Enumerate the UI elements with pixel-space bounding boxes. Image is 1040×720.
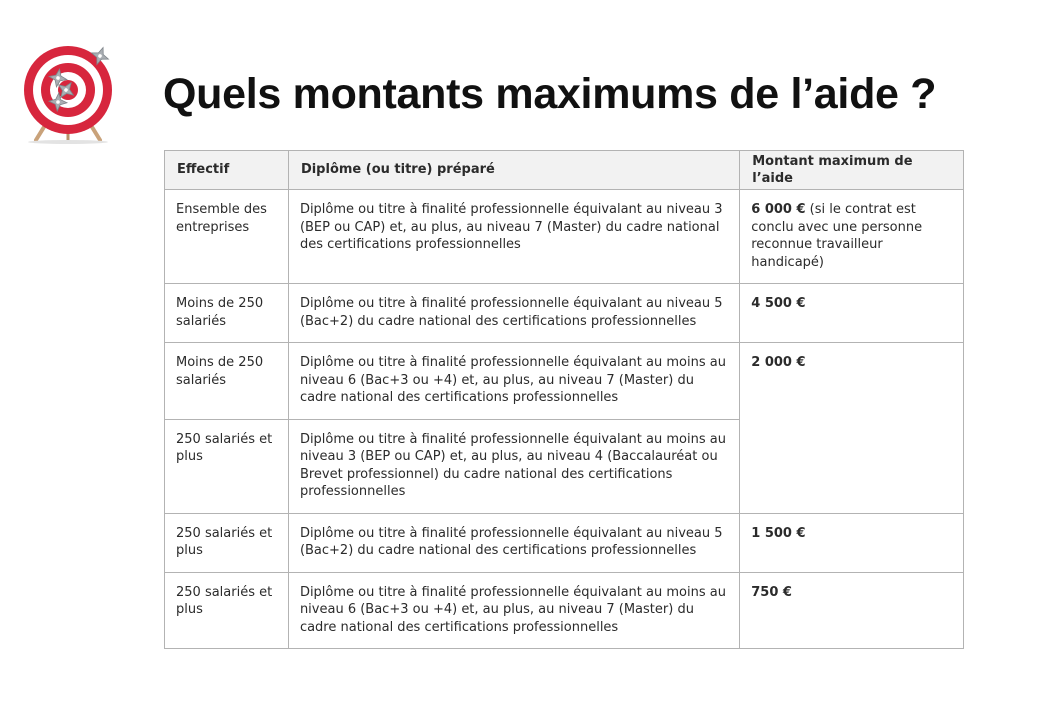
cell-montant [740,572,964,649]
amount-value: 1 500 € [751,525,806,541]
table-row [165,190,964,284]
amount-value: 4 500 € [751,296,806,311]
cell-effectif: 250 salariés et plus [165,419,289,513]
header-diplome: Diplôme (ou titre) préparé [288,151,739,190]
cell-effectif: 250 salariés et plus [165,513,289,572]
table-row [165,343,964,420]
aid-amounts-table [164,150,964,649]
amount-note: (si le contrat est conclu avec une personne reconnue travailleur handicapé) [751,202,923,270]
cell-diplome: Diplôme ou titre à finalité professionnelle équivalant au niveau 5 (Bac+2) du cadre national des certifications professionnelles [288,284,739,343]
target-logo [22,42,122,146]
cell-effectif: Moins de 250 salariés [165,284,289,343]
table-header-row [165,151,964,190]
cell-montant [740,284,964,343]
cell-montant [740,343,964,514]
cell-diplome: Diplôme ou titre à finalité professionnelle équivalant au niveau 3 (BEP ou CAP) et, au plus, au niveau 7 (Master) du cadre national des certifications professionnelles [288,190,739,284]
table-row [165,572,964,649]
cell-diplome: Diplôme ou titre à finalité professionnelle équivalant au moins au niveau 3 (BEP ou CAP) et, au plus, au niveau 4 (Baccalauréat ou Brevet professionnel) du cadre national des certifications professionnelles [288,419,739,513]
cell-effectif: 250 salariés et plus [165,572,289,649]
target-with-shuriken-icon [22,42,122,146]
table-row [165,513,964,572]
amount-value: 2 000 € [751,355,806,370]
page-title: Quels montants maximums de l’aide ? [163,70,937,118]
cell-diplome: Diplôme ou titre à finalité professionnelle équivalant au moins au niveau 6 (Bac+3 ou +4) et, au plus, au niveau 7 (Master) du cadre national des certifications professionnelles [288,572,739,649]
cell-diplome: Diplôme ou titre à finalité professionnelle équivalant au niveau 5 (Bac+2) du cadre national des certifications professionnelles [288,513,739,572]
amount-value: 750 € [751,584,792,600]
cell-diplome: Diplôme ou titre à finalité professionnelle équivalant au moins au niveau 6 (Bac+3 ou +4) et, au plus, au niveau 7 (Master) du cadre national des certifications professionnelles [288,343,739,420]
cell-montant [740,513,964,572]
header-effectif: Effectif [165,151,289,190]
table-row [165,284,964,343]
cell-effectif: Ensemble des entreprises [165,190,289,284]
amount-value: 6 000 € [751,202,806,217]
cell-montant [740,190,964,284]
header-montant: Montant maximum de l’aide [740,151,964,190]
cell-effectif: Moins de 250 salariés [165,343,289,420]
